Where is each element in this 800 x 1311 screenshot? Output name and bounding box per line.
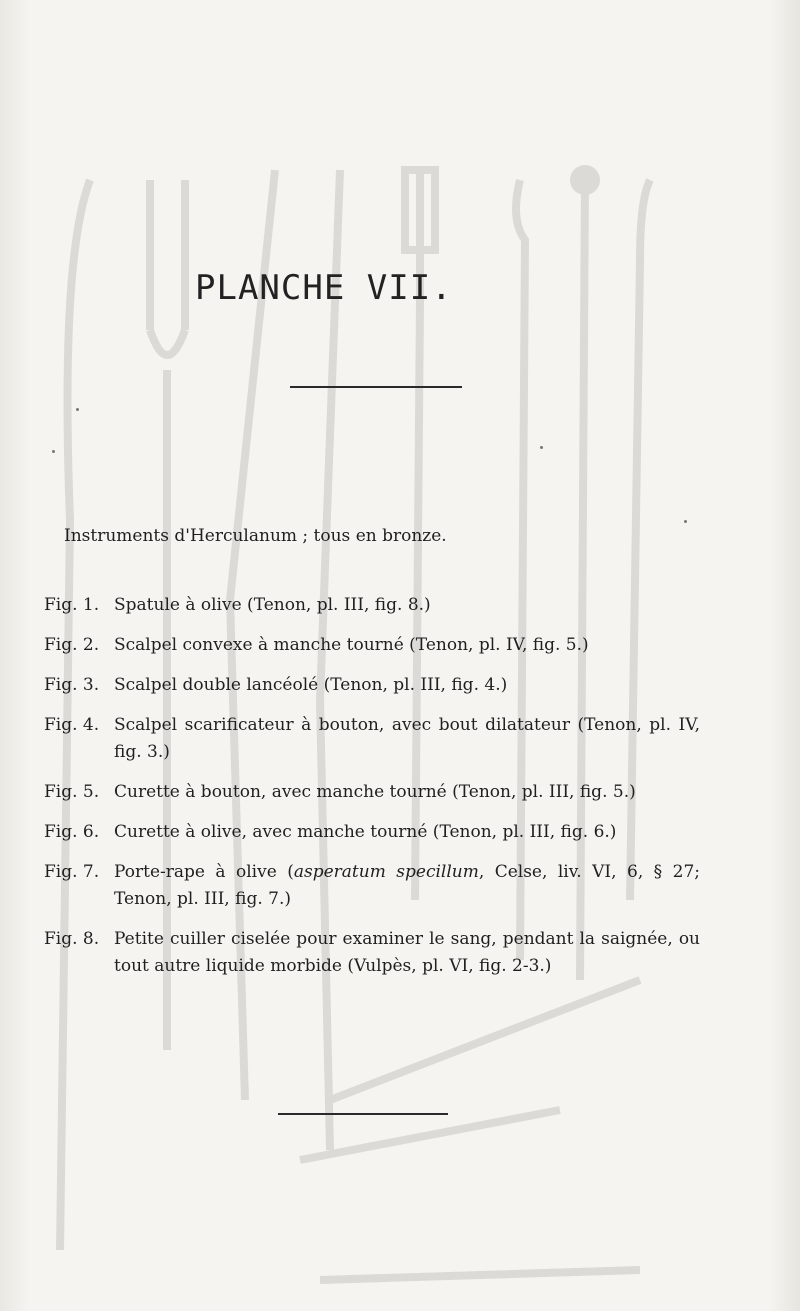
figure-item [44,712,700,766]
caption-text: Porte-rape à olive ( [114,862,294,882]
figure-caption: Scalpel double lancéolé (Tenon, pl. III, fig. 4.) [114,675,508,695]
figure-label: Fig. 4. [44,715,100,735]
figure-list [44,592,700,993]
paper-speck [684,520,687,523]
figure-label: Fig. 1. [44,595,100,615]
figure-item [44,926,700,980]
paper-speck [52,450,55,453]
figure-caption: Curette à olive, avec manche tourné (Tenon, pl. III, fig. 6.) [114,822,617,842]
figure-label: Fig. 7. [44,862,100,882]
figure-item [44,592,700,619]
figure-caption: Scalpel convexe à manche tourné (Tenon, pl. IV, fig. 5.) [114,635,589,655]
figure-caption: Curette à bouton, avec manche tourné (Tenon, pl. III, fig. 5.) [114,782,636,802]
figure-label: Fig. 5. [44,782,100,802]
figure-item [44,779,700,806]
title-divider [290,386,462,388]
figure-caption: Petite cuiller ciselée pour examiner le sang, pendant la saignée, ou tout autre liquide morbide (Vulpès, pl. VI, fig. 2-3.) [114,929,700,976]
plate-title: PLANCHE VII. [195,268,453,308]
figure-label: Fig. 8. [44,929,100,949]
figure-label: Fig. 6. [44,822,100,842]
figure-label: Fig. 3. [44,675,100,695]
caption-text: , Celse, liv. VI, 6, § 27; Tenon, pl. III, fig. 7.) [114,862,700,909]
figure-caption: Spatule à olive (Tenon, pl. III, fig. 8.) [114,595,431,615]
figure-label: Fig. 2. [44,635,100,655]
figure-caption: Scalpel scarificateur à bouton, avec bout dilatateur (Tenon, pl. IV, fig. 3.) [114,715,700,762]
paper-speck [76,408,79,411]
latin-term: asperatum specillum [293,862,479,882]
paper-speck [540,446,543,449]
figure-caption [114,859,700,913]
figure-item [44,632,700,659]
figure-item [44,859,700,913]
closing-divider [278,1113,448,1115]
plate-intro: Instruments d'Herculanum ; tous en bronze. [64,526,447,546]
figure-item [44,819,700,846]
figure-item [44,672,700,699]
